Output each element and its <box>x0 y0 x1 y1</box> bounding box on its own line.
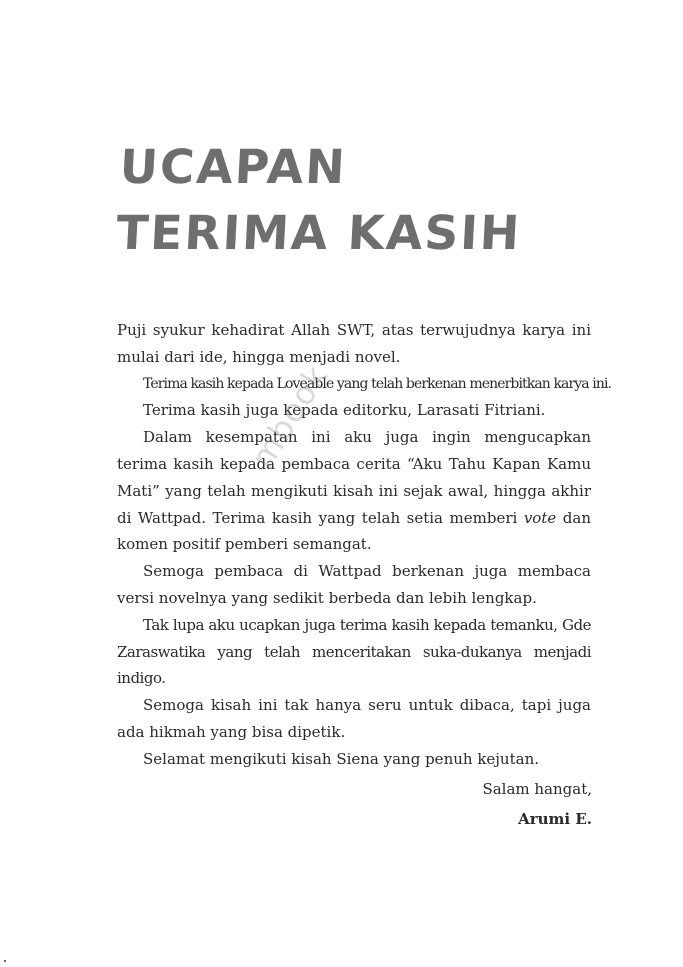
closing-block <box>482 774 592 834</box>
body-text <box>117 317 612 773</box>
paragraph-6: Tak lupa aku ucapkan juga terima kasih kepada temanku, Gde Zaraswatika yang telah menceritakan suka-dukanya menjadi indigo. <box>117 615 591 688</box>
paragraph-3: Terima kasih juga kepada editorku, Larasati Fitriani. <box>143 401 546 420</box>
watermark: mbook <box>243 358 336 476</box>
emphasis-vote: vote <box>523 508 557 527</box>
paragraph-2: Terima kasih kepada Loveable yang telah berkenan menerbitkan karya ini. <box>143 375 612 392</box>
paragraph-4 <box>117 424 591 558</box>
page-corner-mark <box>4 960 6 962</box>
paragraph-7: Semoga kisah ini tak hanya seru untuk dibaca, tapi juga ada hikmah yang bisa dipetik. <box>117 696 591 741</box>
paragraph-1: Puji syukur kehadirat Allah SWT, atas terwujudnya karya ini mulai dari ide, hingga menjadi novel. <box>117 321 591 366</box>
paragraph-8: Selamat mengikuti kisah Siena yang penuh kejutan. <box>143 749 539 768</box>
closing-salutation: Salam hangat, <box>482 780 592 798</box>
paragraph-4-text: Dalam kesempatan ini aku juga ingin mengucapkan terima kasih kepada pembaca cerita “Aku Tahu Kapan Kamu Mati” yang telah mengikuti kisah ini sejak awal, hingga akhir di Wattpad. Terima kasih yang telah setia memberi vote dan komen positif pemberi semangat. <box>117 428 591 554</box>
heading-line-2: TERIMA KASIH <box>114 206 523 261</box>
heading-line-1: UCAPAN <box>118 140 349 195</box>
paragraph-5: Semoga pembaca di Wattpad berkenan juga membaca versi novelnya yang sedikit berbeda dan lebih lengkap. <box>117 562 591 607</box>
page-heading <box>115 135 527 267</box>
author-name: Arumi E. <box>518 810 592 828</box>
